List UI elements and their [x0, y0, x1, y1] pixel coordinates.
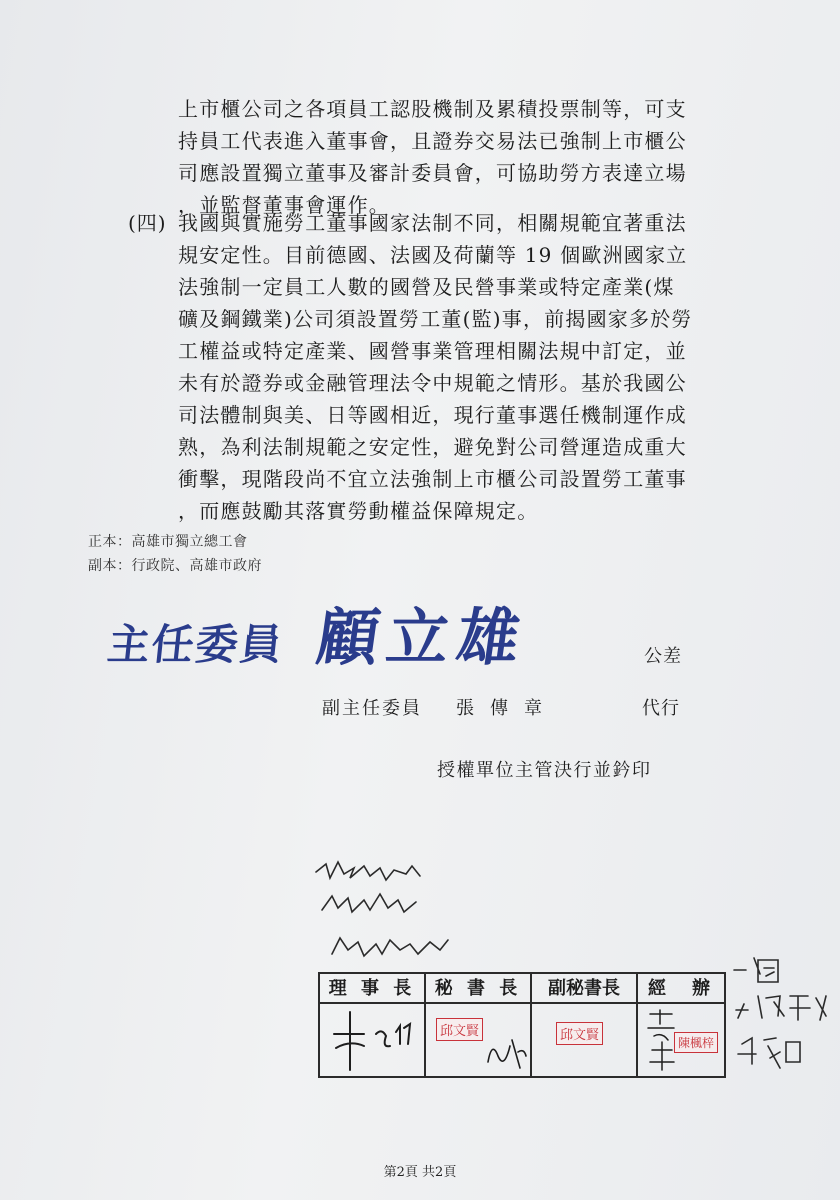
header-clerk: 經 辦 — [638, 974, 724, 1004]
clerk-stamp: 陳楓梓 — [674, 1032, 718, 1053]
paragraph-line: ，而應鼓勵其落實勞動權益保障規定。 — [178, 499, 539, 523]
secretary-stamp: 邱文賢 — [436, 1018, 483, 1041]
authorization-note: 授權單位主管決行並鈐印 — [437, 760, 652, 781]
header-deputy-secretary: 副秘書長 — [532, 974, 638, 1004]
paragraph-line: 規安定性。目前德國、法國及荷蘭等 19 個歐洲國家立 — [178, 243, 688, 267]
paragraph-line: 上市櫃公司之各項員工認股機制及累積投票制等，可支 — [178, 97, 687, 121]
chief-title-stamp: 主任委員 — [105, 620, 287, 669]
distribution-copy: 副本：行政院、高雄市政府 — [88, 558, 262, 574]
deputy-signature-cell — [532, 1004, 638, 1076]
paragraph-line: 司法體制與美、日等國相近，現行董事選任機制運作成 — [178, 403, 687, 427]
paragraph-line: 工權益或特定產業、國營事業管理相關法規中訂定，並 — [178, 339, 687, 363]
approval-table — [318, 972, 726, 1078]
header-chairman: 理 事 長 — [320, 974, 426, 1004]
paragraph-line: 司應設置獨立董事及審計委員會，可協助勞方表達立場 — [178, 161, 687, 185]
chairman-signature — [320, 1004, 420, 1074]
clerk-signature-cell — [638, 1004, 724, 1076]
paragraph-line: 礦及鋼鐵業)公司須設置勞工董(監)事，前揭國家多於勞 — [178, 307, 693, 331]
header-secretary-general: 秘 書 長 — [426, 974, 532, 1004]
page-number: 第2頁 共2頁 — [383, 1165, 457, 1180]
paragraph-line: 持員工代表進入董事會，且證券交易法已強制上市櫃公 — [178, 129, 687, 153]
paragraph-line: 衝擊，現階段尚不宜立法強制上市櫃公司設置勞工董事 — [178, 467, 687, 491]
deputy-stamp: 邱文賢 — [556, 1022, 603, 1045]
item-number-label: (四) — [128, 211, 167, 235]
paragraph-line: 熟，為利法制規範之安定性，避免對公司營運造成重大 — [178, 435, 687, 459]
secretary-initials — [482, 1032, 528, 1072]
paragraph-line: 我國與實施勞工董事國家法制不同，相關規範宜著重法 — [178, 211, 687, 235]
paragraph-line: ，並監督董事會運作。 — [178, 193, 390, 217]
chairman-signature-cell — [320, 1004, 426, 1076]
paragraph-line: 法強制一定員工人數的國營及民營事業或特定產業(煤 — [178, 275, 675, 299]
distribution-original: 正本：高雄市獨立總工會 — [88, 534, 248, 550]
on-behalf-note: 代行 — [642, 698, 680, 719]
absent-note: 公差 — [644, 646, 682, 667]
handwritten-note-scribble — [296, 852, 516, 972]
chief-name-stamp: 顧立雄 — [312, 601, 533, 674]
deputy-title: 副主任委員 — [322, 698, 422, 719]
handwritten-margin-note — [730, 952, 840, 1072]
paragraph-line: 未有於證券或金融管理法令中規範之情形。基於我國公 — [178, 371, 687, 395]
deputy-name: 張傳章 — [456, 698, 558, 719]
secretary-signature-cell — [426, 1004, 532, 1076]
